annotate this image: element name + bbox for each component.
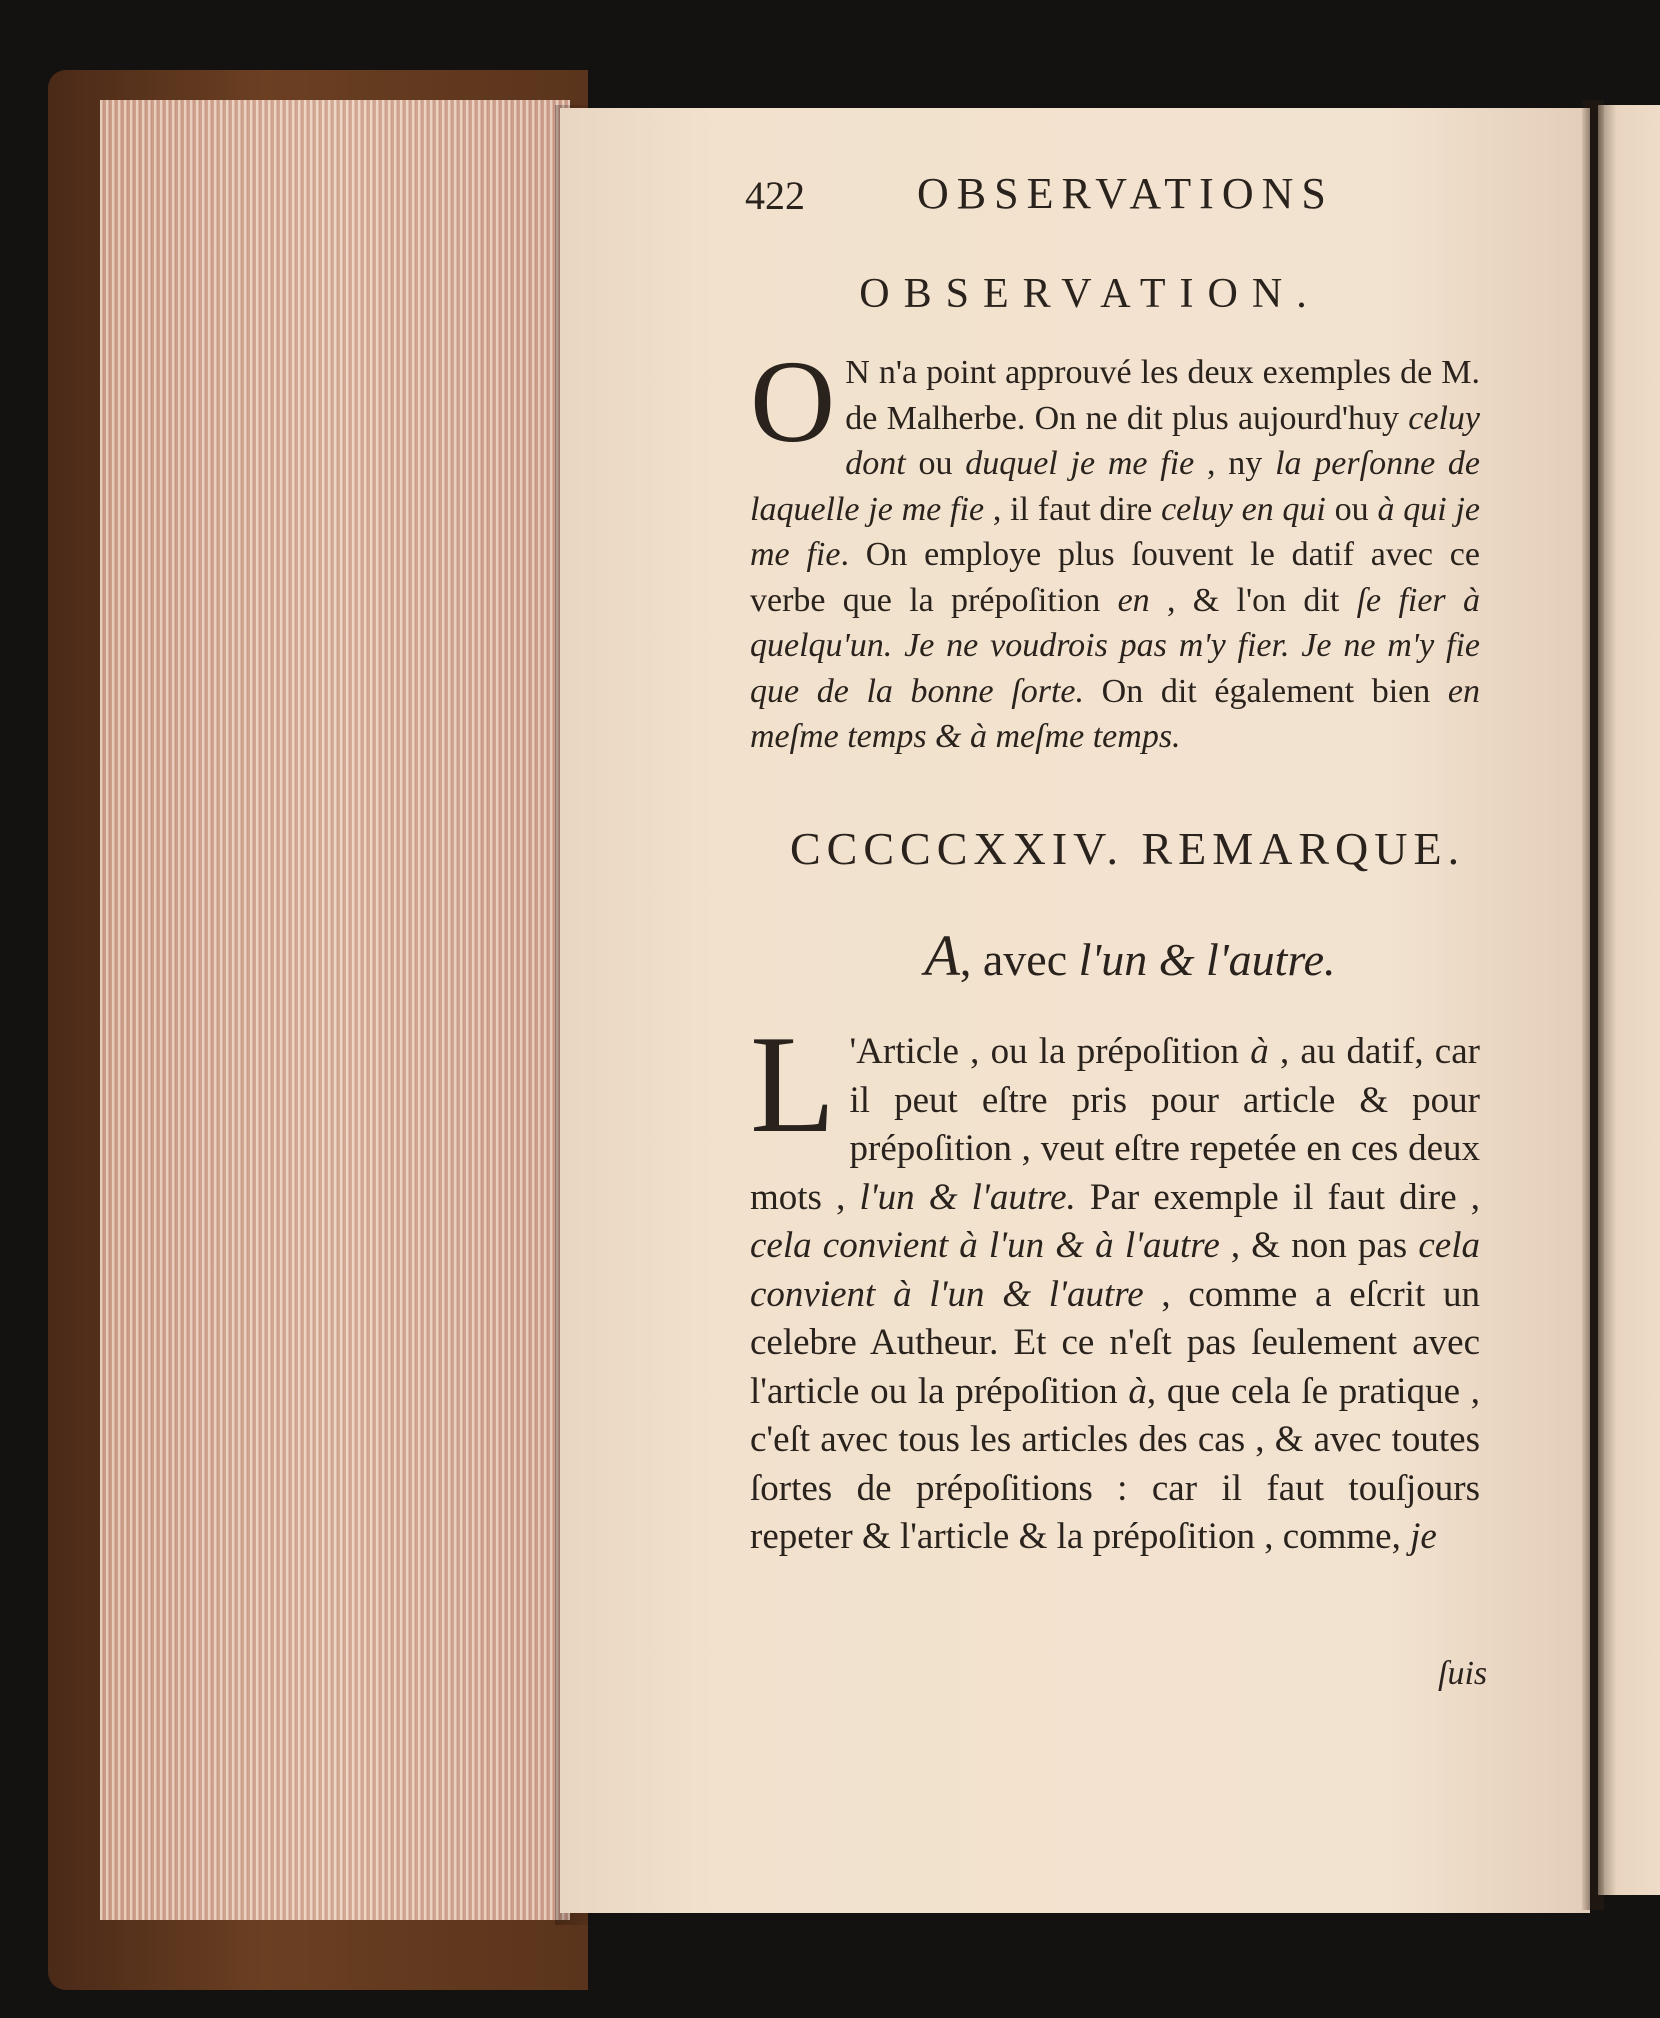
body-text (750, 1007, 1480, 1557)
body-text-run: , que cela ſe pratique , c'eſt avec tous les articles des cas , & avec toutes ſortes de prépoſitions : car il faut touſjours repeter & l'article & la prépoſition , comme, (750, 1370, 1480, 1557)
observation-title: OBSERVATION. (859, 271, 1321, 317)
body-text-run: 'Article , ou la prépoſition (849, 1031, 1251, 1072)
page-edges (100, 100, 570, 1920)
observation-italic-run: en (1117, 581, 1150, 619)
body-text-run: Par exemple il faut dire , (1075, 1176, 1480, 1218)
right-page-sliver (1598, 105, 1660, 1895)
body-text-run: , au datif, car il peut eſtre pris pour article & pour prépoſition , veut eſtre repetée en ces deux mots , (750, 1031, 1480, 1218)
observation-paragraph (750, 336, 1481, 760)
observation-italic-run: duquel je me fie (965, 445, 1195, 482)
remarque-subheading (780, 922, 1480, 989)
body-italic-run: à (1250, 1031, 1269, 1072)
observation-italic-run: celuy en qui (1161, 490, 1326, 528)
body-italic-run: cela convient à l'un & à l'autre (750, 1225, 1220, 1266)
book-gutter (1582, 100, 1604, 1910)
body-italic-run: à (1128, 1370, 1147, 1412)
body-italic-run: cela convient à l'un & l'autre (750, 1225, 1480, 1315)
body-paragraph (750, 1007, 1480, 1562)
observation-text-run: . On employe plus ſouvent le datif avec ce verbe que la prépoſition (750, 536, 1480, 619)
observation-text-run: On dit également bien (1084, 672, 1448, 710)
body-text-run: , & non pas (1219, 1225, 1419, 1266)
subhead-letter: A (924, 923, 960, 988)
remarque-title: CCCCCXXIV. REMARQUE. (790, 823, 1466, 874)
observation-text-run: , & l'on dit (1149, 581, 1357, 619)
body-italic-run: l'un & l'autre. (859, 1176, 1076, 1218)
body-italic-run: je (1410, 1516, 1437, 1557)
observation-text-run: ou (905, 445, 966, 482)
body-dropcap: L (750, 1007, 836, 1162)
body-text-run: , comme a eſcrit un celebre Autheur. Et ce n'eſt pas ſeulement avec l'article ou la prépoſition (750, 1273, 1480, 1412)
subhead-plain: , avec (959, 934, 1079, 985)
observation-dropcap: O (750, 336, 836, 467)
observation-italic-run: à qui je me fie (750, 490, 1480, 573)
running-head: OBSERVATIONS (917, 169, 1334, 218)
observation-italic-run: ſe fier à quelqu'un. Je ne voudrois pas m'y fier. Je ne m'y fie que de la bonne ſorte. (750, 581, 1480, 710)
observation-text-run: , ny (1194, 445, 1276, 482)
page-number: 422 (745, 173, 805, 218)
observation-italic-run: celuy dont (845, 399, 1480, 482)
observation-italic-run: la perſonne de laquelle je me fie (750, 445, 1481, 528)
catchword: ſuis (1438, 1655, 1488, 1692)
page-header (745, 168, 1425, 228)
subhead-italic: l'un & l'autre. (1078, 934, 1336, 985)
observation-text-run: N n'a point approuvé les deux exemples de M. de Malherbe. On ne dit plus aujourd'huy (845, 354, 1480, 437)
observation-text-run: ou (1325, 490, 1378, 528)
observation-italic-run: en meſme temps & à meſme temps. (750, 672, 1481, 755)
observation-text (750, 336, 1481, 755)
observation-text-run: , il faut dire (984, 490, 1162, 528)
